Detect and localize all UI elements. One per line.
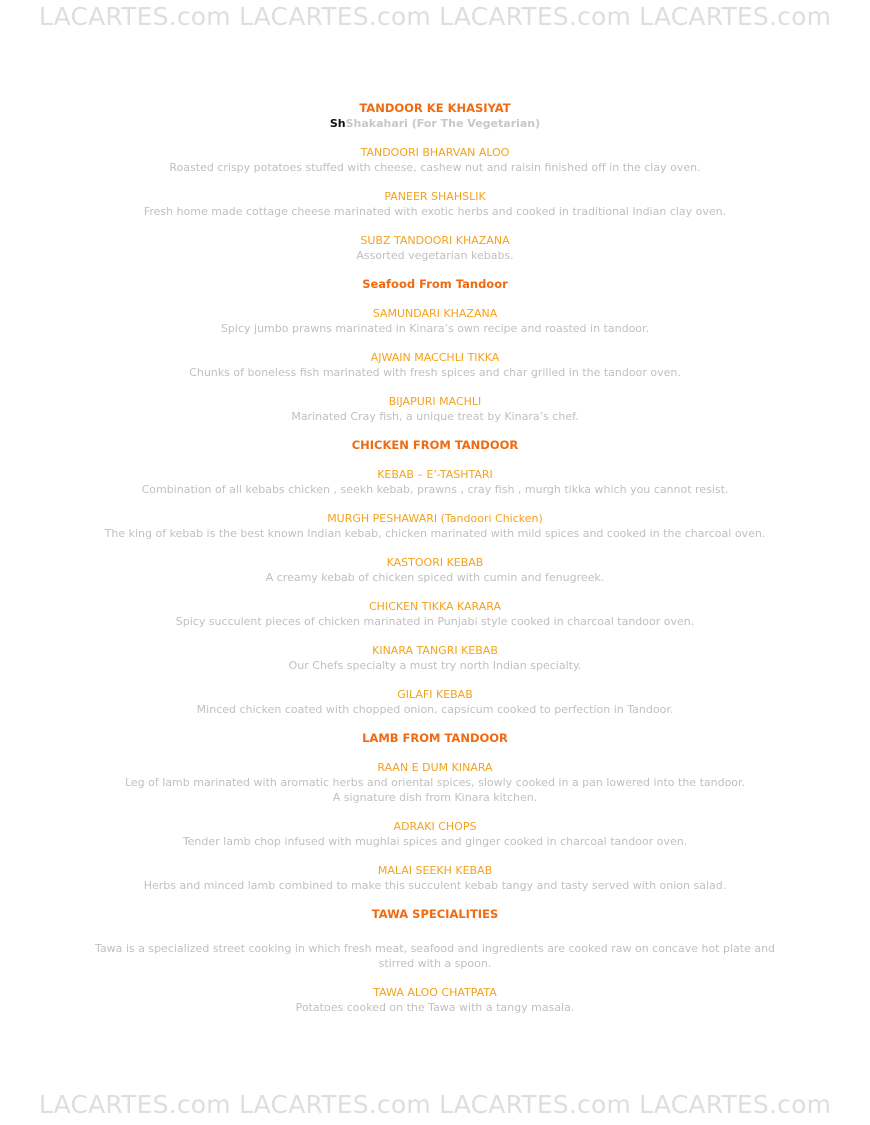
section-intro [0,941,870,971]
watermark-top: LACARTES.com LACARTES.com LACARTES.com LACARTES.com [38,2,832,31]
subtitle-text: Shakahari (For The Vegetarian) [345,117,541,130]
item-description-line: Leg of lamb marinated with aromatic herbs and oriental spices, slowly cooked in a pan lowered into the tandoor. [124,776,746,789]
item-name: TAWA ALOO CHATPATA [373,986,497,999]
section-intro-line: stirred with a spoon. [378,957,492,970]
menu-item [0,145,870,175]
item-description: Our Chefs specialty a must try north Indian specialty. [288,659,582,672]
section-title-chicken: CHICKEN FROM TANDOOR [351,438,519,452]
item-name: SUBZ TANDOORI KHAZANA [360,234,510,247]
item-description-line: A signature dish from Kinara kitchen. [332,791,538,804]
menu-item [0,189,870,219]
item-name: CHICKEN TIKKA KARARA [369,600,501,613]
item-description: Spicy succulent pieces of chicken marinated in Punjabi style cooked in charcoal tandoor oven. [175,615,695,628]
menu-item [0,555,870,585]
item-description: The king of kebab is the best known Indian kebab, chicken marinated with mild spices and cooked in the charcoal oven. [104,527,766,540]
item-name: KEBAB – E’-TASHTARI [377,468,493,481]
item-name: TANDOORI BHARVAN ALOO [360,146,510,159]
menu-item [0,306,870,336]
item-description: Fresh home made cottage cheese marinated with exotic herbs and cooked in traditional Indian clay oven. [143,205,727,218]
menu-item [0,394,870,424]
item-name: MALAI SEEKH KEBAB [377,864,493,877]
item-name: PANEER SHAHSLIK [384,190,486,203]
menu-item [0,760,870,805]
item-name: KINARA TANGRI KEBAB [372,644,498,657]
section-intro-line: Tawa is a specialized street cooking in which fresh meat, seafood and ingredients are cooked raw on concave hot plate and [94,942,776,955]
item-description: Marinated Cray fish, a unique treat by Kinara’s chef. [291,410,579,423]
menu-item [0,643,870,673]
item-description: Spicy jumbo prawns marinated in Kinara’s own recipe and roasted in tandoor. [220,322,650,335]
item-description: Tender lamb chop infused with mughlai spices and ginger cooked in charcoal tandoor oven. [182,835,688,848]
menu-item [0,985,870,1015]
item-name: ADRAKI CHOPS [393,820,477,833]
watermark-bottom: LACARTES.com LACARTES.com LACARTES.com LACARTES.com [38,1090,832,1119]
item-name: RAAN E DUM KINARA [377,761,493,774]
subtitle-prefix: Sh [329,117,346,130]
menu-item [0,350,870,380]
item-description: Roasted crispy potatoes stuffed with cheese, cashew nut and raisin finished off in the clay oven. [169,161,701,174]
item-description: Herbs and minced lamb combined to make this succulent kebab tangy and tasty served with onion salad. [143,879,727,892]
menu-page [0,101,870,1015]
item-name: BIJAPURI MACHLI [388,395,482,408]
item-description: Chunks of boneless fish marinated with fresh spices and char grilled in the tandoor oven. [189,366,681,379]
item-name: KASTOORI KEBAB [386,556,484,569]
item-name: MURGH PESHAWARI (Tandoori Chicken) [327,512,543,525]
section-title-lamb: LAMB FROM TANDOOR [362,731,508,745]
item-description: Potatoes cooked on the Tawa with a tangy masala. [295,1001,575,1014]
menu-item [0,233,870,263]
item-name: GILAFI KEBAB [397,688,473,701]
menu-item [0,819,870,849]
menu-item [0,467,870,497]
menu-item [0,511,870,541]
page-subtitle [0,116,870,131]
menu-item [0,687,870,717]
item-description: Assorted vegetarian kebabs. [356,249,514,262]
page-title: TANDOOR KE KHASIYAT [359,101,511,115]
section-title-seafood: Seafood From Tandoor [362,277,508,291]
item-name: AJWAIN MACCHLI TIKKA [370,351,500,364]
menu-item [0,599,870,629]
section-title-tawa: TAWA SPECIALITIES [371,907,499,921]
item-name: SAMUNDARI KHAZANA [372,307,498,320]
menu-item [0,863,870,893]
item-description: Minced chicken coated with chopped onion, capsicum cooked to perfection in Tandoor. [196,703,674,716]
item-description [0,775,870,805]
item-description: Combination of all kebabs chicken , seekh kebab, prawns , cray fish , murgh tikka which you cannot resist. [141,483,729,496]
item-description: A creamy kebab of chicken spiced with cumin and fenugreek. [265,571,605,584]
